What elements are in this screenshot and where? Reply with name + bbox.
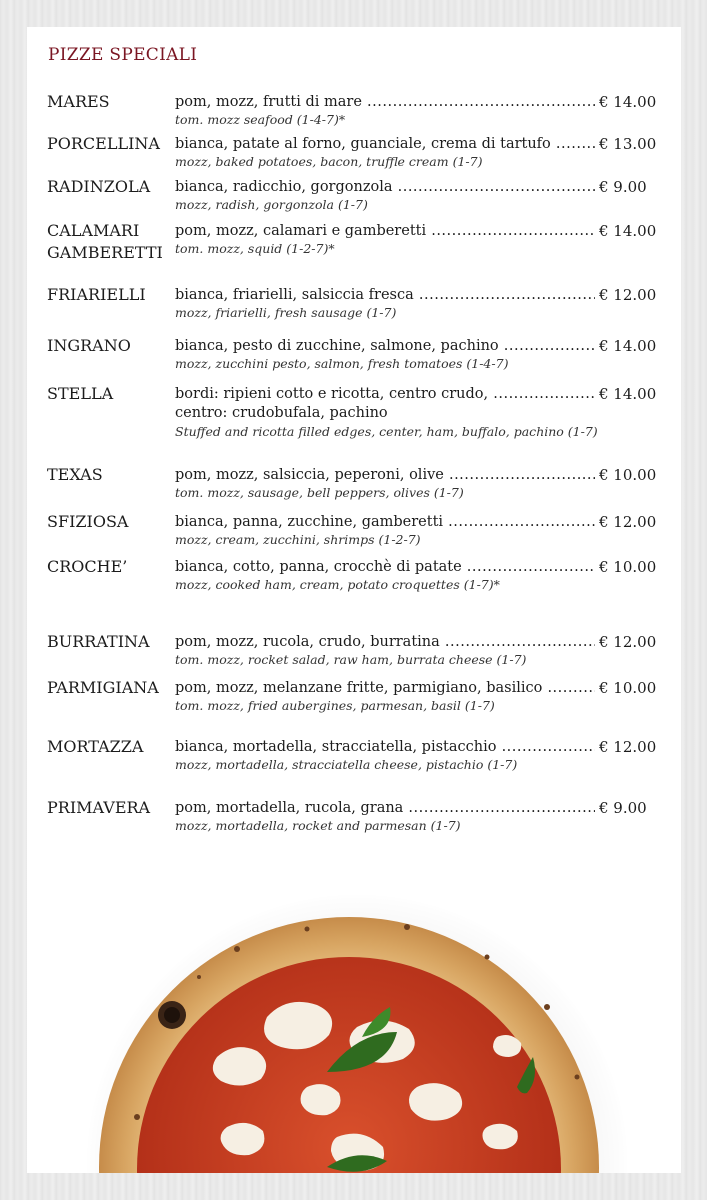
item-price: € 13.00 [595, 133, 681, 155]
item-name: PARMIGIANA [47, 678, 159, 697]
item-description: bianca, panna, zucchine, gamberetti ..... [175, 511, 595, 533]
item-translation: mozz, cooked ham, cream, potato croquettes (1-7)* [175, 577, 500, 592]
item-price: € 14.00 [595, 220, 681, 242]
item-description: bianca, friarielli, salsiccia fresca ..... [175, 284, 595, 306]
item-name: CROCHE’ [47, 557, 128, 576]
item-price: € 10.00 [595, 464, 681, 486]
item-description: bianca, pesto di zucchine, salmone, pachino ..... [175, 335, 595, 357]
item-description: pom, mozz, calamari e gamberetti ..... [175, 220, 595, 242]
item-description: bianca, cotto, panna, crocchè di patate ..... [175, 556, 595, 578]
item-price: € 9.00 [595, 176, 681, 198]
item-name: PORCELLINA [47, 134, 160, 153]
item-description: bianca, mortadella, stracciatella, pistacchio ..... [175, 736, 595, 758]
item-translation: tom. mozz, rocket salad, raw ham, burrata cheese (1-7) [175, 652, 527, 667]
item-price: € 10.00 [595, 556, 681, 578]
item-translation: mozz, baked potatoes, bacon, truffle cream (1-7) [175, 154, 483, 169]
item-translation: mozz, friarielli, fresh sausage (1-7) [175, 305, 397, 320]
item-name: MARES [47, 92, 110, 111]
item-name: STELLA [47, 384, 114, 403]
item-price: € 14.00 [595, 335, 681, 357]
item-translation: Stuffed and ricotta filled edges, center, ham, buffalo, pachino (1-7) [175, 424, 598, 439]
item-translation: tom. mozz, fried aubergines, parmesan, basil (1-7) [175, 698, 495, 713]
item-price: € 9.00 [595, 797, 681, 819]
item-name: SFIZIOSA [47, 512, 129, 531]
item-price: € 12.00 [595, 511, 681, 533]
item-price: € 14.00 [595, 383, 681, 405]
menu-panel [27, 27, 681, 1173]
section-title: PIZZE SPECIALI [48, 45, 198, 65]
item-name: CALAMARI GAMBERETTI [47, 221, 163, 262]
item-description-line2: centro: crudobufala, pachino [175, 405, 388, 421]
item-description: bianca, patate al forno, guanciale, crema di tartufo ..... [175, 133, 595, 155]
item-name: BURRATINA [47, 632, 150, 651]
item-price: € 12.00 [595, 736, 681, 758]
item-translation: mozz, mortadella, rocket and parmesan (1-7) [175, 818, 461, 833]
item-price: € 14.00 [595, 91, 681, 113]
item-name: PRIMAVERA [47, 798, 151, 817]
item-name: FRIARIELLI [47, 285, 146, 304]
item-translation: mozz, radish, gorgonzola (1-7) [175, 197, 368, 212]
pizza-illustration [77, 877, 637, 1173]
item-price: € 10.00 [595, 677, 681, 699]
item-translation: mozz, cream, zucchini, shrimps (1-2-7) [175, 532, 421, 547]
item-description: pom, mozz, melanzane fritte, parmigiano, basilico ..... [175, 677, 595, 699]
item-translation: mozz, mortadella, stracciatella cheese, pistachio (1-7) [175, 757, 518, 772]
item-translation: tom. mozz, squid (1-2-7)* [175, 241, 335, 256]
item-description: pom, mozz, frutti di mare ..... [175, 91, 595, 113]
item-name: MORTAZZA [47, 737, 144, 756]
item-description: pom, mozz, salsiccia, peperoni, olive ..... [175, 464, 595, 486]
item-price: € 12.00 [595, 631, 681, 653]
item-description: pom, mozz, rucola, crudo, burratina ..... [175, 631, 595, 653]
item-price: € 12.00 [595, 284, 681, 306]
item-translation: tom. mozz seafood (1-4-7)* [175, 112, 346, 127]
item-description: bianca, radicchio, gorgonzola ..... [175, 176, 595, 198]
item-name: INGRANO [47, 336, 131, 355]
item-name: RADINZOLA [47, 177, 151, 196]
item-description: bordi: ripieni cotto e ricotta, centro crudo, ..... [175, 383, 595, 405]
item-translation: mozz, zucchini pesto, salmon, fresh tomatoes (1-4-7) [175, 356, 509, 371]
item-translation: tom. mozz, sausage, bell peppers, olives (1-7) [175, 485, 464, 500]
item-name: TEXAS [47, 465, 103, 484]
item-description: pom, mortadella, rucola, grana ..... [175, 797, 595, 819]
pizza-image [77, 877, 637, 1173]
